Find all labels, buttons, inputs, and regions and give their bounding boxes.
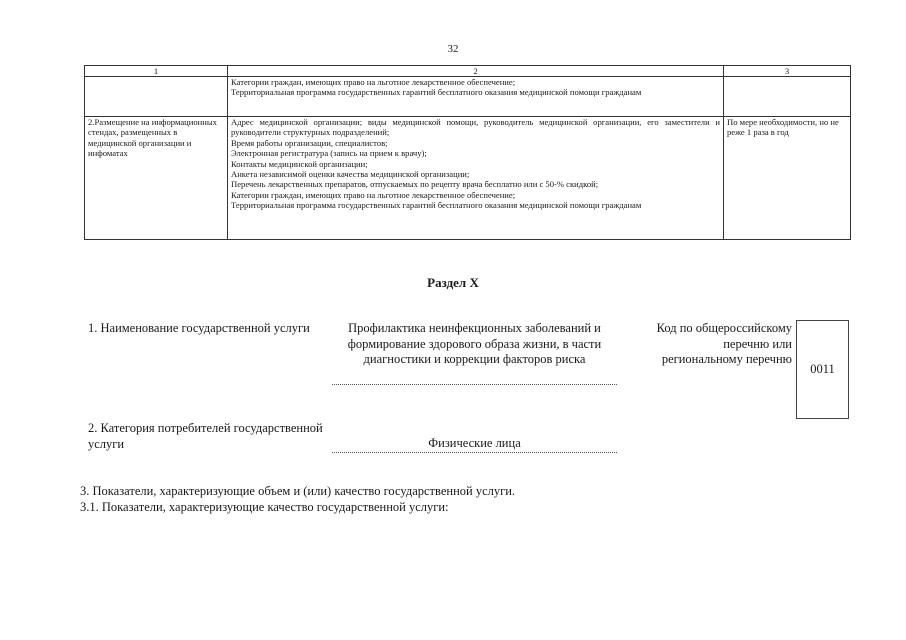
- table-row: [85, 117, 851, 240]
- category-value: Физические лица: [428, 436, 521, 450]
- code-box: [796, 320, 849, 419]
- code-label: Код по общероссийскому перечню или региональному перечню: [656, 321, 792, 366]
- category-label: 2. Категория потребителей государственной услуги: [88, 421, 323, 451]
- section-title: Раздел X: [427, 275, 479, 290]
- items-cell: [228, 117, 724, 240]
- column-header-3: 3: [724, 66, 851, 77]
- table-row-continuation: [85, 77, 851, 117]
- list-item: Время работы организации, специалистов;: [231, 137, 388, 148]
- list-item: Контакты медицинской организации;: [231, 158, 368, 169]
- indicators-heading: 3. Показатели, характеризующие объем и (или) качество государственной услуги.: [80, 484, 516, 498]
- service-name-value: Профилактика неинфекционных заболеваний и формирование здорового образа жизни, в части диагностики и коррекции факторов риска: [347, 321, 602, 366]
- continuation-method-cell: [85, 77, 228, 117]
- column-header-1: 1: [85, 66, 228, 77]
- list-item: Анкета независимой оценки качества медицинской организации;: [231, 169, 470, 180]
- service-name-label: 1. Наименование государственной услуги: [88, 321, 310, 335]
- code-value: 0011: [810, 362, 835, 376]
- table-header-row: [85, 66, 851, 77]
- page-number: 32: [447, 43, 459, 55]
- info-table: [84, 65, 851, 240]
- continuation-frequency-cell: [724, 77, 851, 117]
- service-name-underline: [332, 384, 617, 385]
- list-item: Категории граждан, имеющих право на льготное лекарственное обеспечение;: [231, 189, 516, 200]
- column-header-2: 2: [228, 66, 724, 77]
- continuation-items-cell: [228, 77, 724, 117]
- list-item: Перечень лекарственных препаратов, отпускаемых по рецепту врача бесплатно или с 50-% скидкой;: [231, 179, 599, 190]
- quality-indicators-heading: 3.1. Показатели, характеризующие качество государственной услуги:: [80, 500, 449, 514]
- category-underline: [332, 452, 617, 453]
- frequency-cell: По мере необходимости, но не реже 1 раза в год: [724, 117, 851, 240]
- method-cell: 2.Размещение на информационных стендах, размещенных в медицинской организации и инфоматах: [85, 117, 228, 240]
- list-item: Категории граждан, имеющих право на льготное лекарственное обеспечение;: [231, 77, 516, 87]
- list-item: Адрес медицинской организации; виды медицинской помощи, руководитель медицинской организации, его заместители и руководители структурных подразделений;: [231, 117, 720, 138]
- list-item: Территориальная программа государственных гарантий бесплатного оказания медицинской помощи гражданам: [231, 87, 642, 98]
- list-item: Электронная регистратура (запись на прием к врачу);: [231, 148, 427, 159]
- list-item: Территориальная программа государственных гарантий бесплатного оказания медицинской помощи гражданам: [231, 200, 642, 211]
